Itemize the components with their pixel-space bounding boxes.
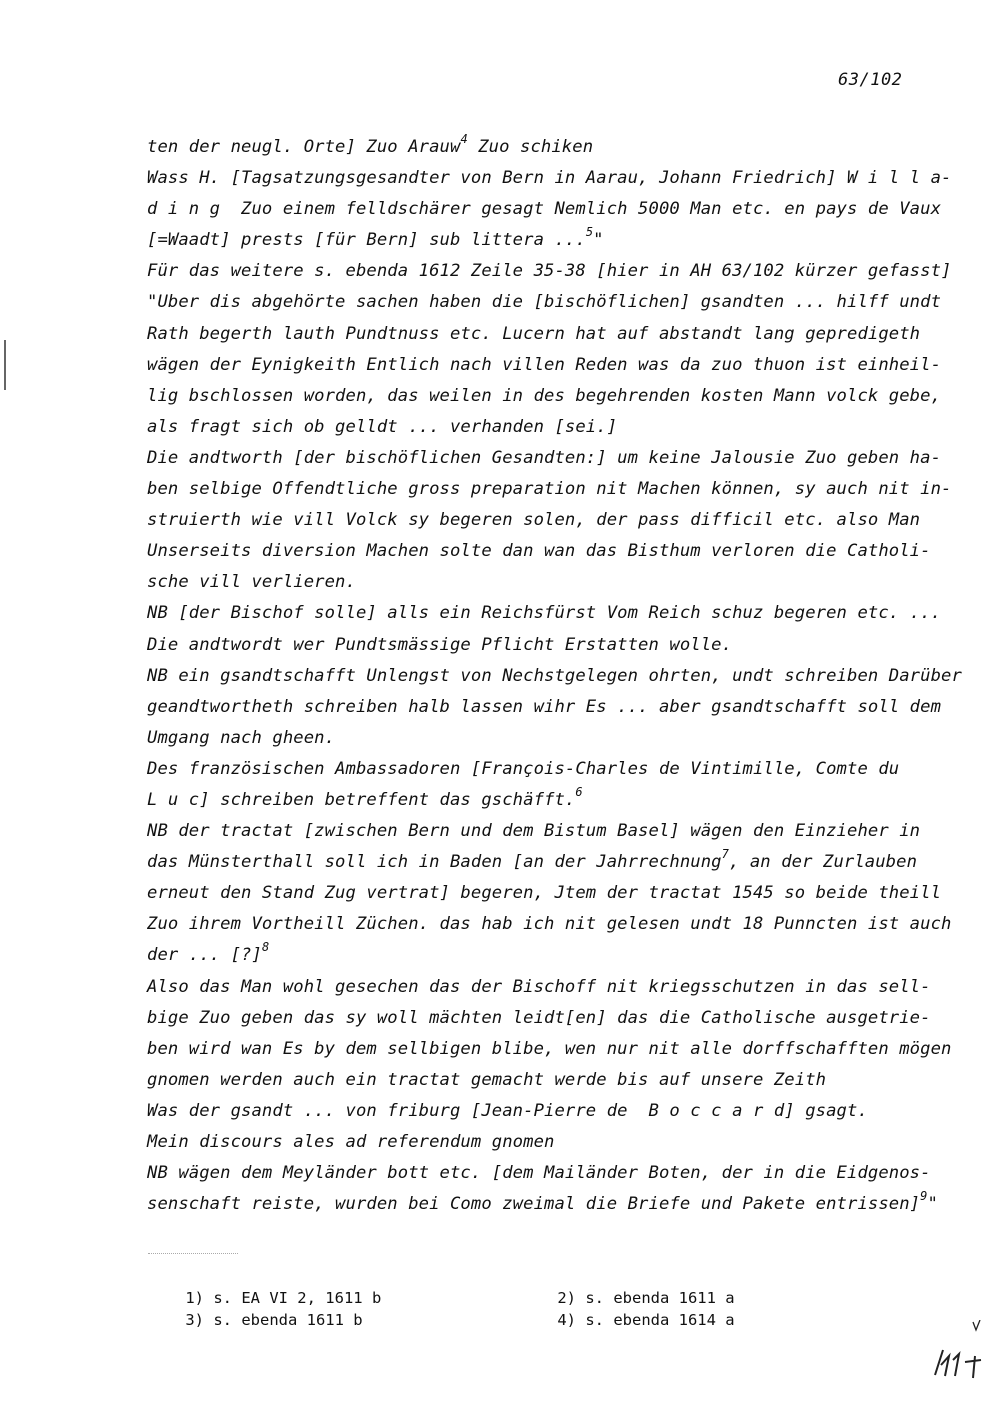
line-text: Unserseits diversion Machen solte dan wan das Bisthum verloren die Catholi- bbox=[147, 541, 931, 562]
text-line bbox=[147, 754, 937, 785]
text-line bbox=[147, 630, 937, 661]
line-text: Die andtwordt wer Pundtsmässige Pflicht Erstatten wolle. bbox=[147, 634, 733, 655]
line-text: Mein discours ales ad referendum gnomen bbox=[147, 1132, 555, 1152]
line-text: gnomen werden auch ein tractat gemacht werde bis auf unsere Zeith bbox=[147, 1069, 827, 1090]
footnote-marker: 8 bbox=[261, 940, 270, 955]
footnote-marker: 7 bbox=[721, 847, 729, 862]
line-text: ten der neugl. Orte] Zuo Arauw bbox=[147, 137, 461, 157]
line-text: NB der tractat [zwischen Bern und dem Bistum Basel] wägen den Einzieher in bbox=[147, 821, 921, 842]
line-text: Also das Man wohl gesechen das der Bischoff nit kriegsschutzen in das sell- bbox=[147, 976, 931, 997]
line-text: ben wird wan Es by dem sellbigen blibe, wen nur nit alle dorffschafften mögen bbox=[147, 1038, 952, 1059]
line-text: [=Waadt] prests [für Bern] sub littera ... bbox=[147, 230, 586, 251]
footnotes bbox=[148, 1265, 788, 1329]
text-line bbox=[147, 1034, 952, 1065]
text-line bbox=[147, 1158, 937, 1189]
text-line bbox=[147, 443, 942, 474]
line-text: " bbox=[927, 1194, 938, 1215]
text-line bbox=[147, 785, 937, 816]
text-line bbox=[147, 598, 942, 629]
line-text: Rath begerth lauth Pundtnuss etc. Lucern hat auf abstandt lang gepredigeth bbox=[147, 323, 921, 344]
margin-mark bbox=[2, 340, 7, 390]
handwritten-mark bbox=[925, 1320, 985, 1380]
footnote-4: 4) s. ebenda 1614 a bbox=[557, 1311, 735, 1329]
footnote-marker: 5 bbox=[585, 225, 594, 240]
line-text: der ... [?] bbox=[147, 945, 262, 966]
line-text: senschaft reiste, wurden bei Como zweimal die Briefe und Pakete entrissen] bbox=[147, 1194, 921, 1215]
page-number: 63/102 bbox=[838, 70, 903, 90]
line-text: als fragt sich ob gelldt ... verhanden [sei.] bbox=[147, 416, 618, 437]
text-line bbox=[147, 1065, 937, 1096]
line-text: lig bschlossen worden, das weilen in des begehrenden kosten Mann volck gebe, bbox=[147, 385, 942, 406]
line-text: ben selbige Offendtliche gross preparation nit Machen können, sy auch nit in- bbox=[147, 479, 952, 500]
text-line bbox=[147, 319, 937, 350]
line-text: geandtwortheth schreiben halb lassen wihr Es ... aber gsandtschafft soll dem bbox=[147, 696, 942, 717]
text-line bbox=[147, 692, 942, 723]
text-line bbox=[147, 412, 937, 443]
line-text: Für das weitere s. ebenda 1612 Zeile 35-38 [hier in AH 63/102 kürzer gefasst] bbox=[147, 261, 952, 282]
text-line bbox=[147, 163, 952, 194]
text-line bbox=[147, 505, 937, 536]
text-line bbox=[147, 132, 937, 163]
line-text: "Uber dis abgehörte sachen haben die [bischöflichen] gsandten ... hilff undt bbox=[147, 292, 942, 313]
line-text: Die andtworth [der bischöflichen Gesandten:] um keine Jalousie Zuo geben ha- bbox=[147, 447, 942, 468]
footnote-3: 3) s. ebenda 1611 b bbox=[185, 1311, 363, 1329]
line-text: NB wägen dem Meyländer bott etc. [dem Mailänder Boten, der in die Eidgenos- bbox=[147, 1163, 931, 1184]
text-line bbox=[147, 940, 937, 971]
document-body bbox=[147, 132, 962, 1220]
text-line bbox=[147, 567, 937, 598]
footnote-1: 1) s. EA VI 2, 1611 b bbox=[185, 1289, 382, 1307]
line-text: Wass H. [Tagsatzungsgesandter von Bern in Aarau, Johann Friedrich] W i l l a- bbox=[147, 168, 952, 189]
text-line bbox=[147, 816, 937, 847]
line-text: d i n g Zuo einem felldschärer gesagt Nemlich 5000 Man etc. en pays de Vaux bbox=[147, 199, 942, 220]
line-text: bige Zuo geben das sy woll mächten leidt[en] das die Catholische ausgetrie- bbox=[147, 1007, 931, 1028]
line-text: erneut den Stand Zug vertrat] begeren, Jtem der tractat 1545 so beide theill bbox=[147, 883, 942, 904]
footnote-row bbox=[148, 1265, 788, 1307]
line-text: NB [der Bischof solle] alls ein Reichsfürst Vom Reich schuz begeren etc. ... bbox=[147, 603, 942, 624]
text-line bbox=[147, 878, 942, 909]
line-text: Des französischen Ambassadoren [François-Charles de Vintimille, Comte du bbox=[147, 758, 900, 779]
text-line bbox=[147, 723, 937, 754]
line-text: , an der Zurlauben bbox=[728, 852, 918, 873]
line-text: Zuo ihrem Vortheill Züchen. das hab ich nit gelesen undt 18 Punncten ist auch bbox=[147, 914, 952, 935]
text-line bbox=[147, 350, 942, 381]
text-line bbox=[147, 1189, 937, 1220]
text-line bbox=[147, 661, 962, 692]
footnote-marker: 6 bbox=[575, 784, 583, 799]
text-line bbox=[147, 536, 937, 567]
line-text: wägen der Eynigkeith Entlich nach villen Reden was da zuo thuon ist einheil- bbox=[147, 354, 942, 375]
footnote-marker: 9 bbox=[920, 1189, 928, 1204]
footnote-marker: 4 bbox=[460, 132, 468, 146]
text-line bbox=[147, 474, 952, 505]
line-text: struierth wie vill Volck sy begeren solen, der pass difficil etc. also Man bbox=[147, 510, 921, 531]
line-text: das Münsterthall soll ich in Baden [an der Jahrrechnung bbox=[147, 852, 722, 873]
line-text: Umgang nach gheen. bbox=[147, 727, 336, 748]
line-text: " bbox=[593, 230, 604, 251]
text-line bbox=[147, 194, 942, 225]
text-line bbox=[147, 972, 937, 1003]
text-line bbox=[147, 381, 942, 412]
text-line bbox=[147, 256, 952, 287]
text-line bbox=[147, 1096, 937, 1127]
text-line bbox=[147, 1003, 937, 1034]
text-line bbox=[147, 847, 937, 878]
line-text: NB ein gsandtschafft Unlengst von Nechstgelegen ohrten, undt schreiben Darüber bbox=[147, 665, 962, 686]
line-text: L u c] schreiben betreffent das gschäfft. bbox=[147, 789, 576, 810]
text-line bbox=[147, 287, 942, 318]
line-text: Was der gsandt ... von friburg [Jean-Pierre de B o c c a r d] gsagt. bbox=[147, 1100, 868, 1121]
footnote-2: 2) s. ebenda 1611 a bbox=[557, 1289, 735, 1307]
line-text: Zuo schiken bbox=[467, 137, 594, 157]
footnote-rule bbox=[148, 1253, 238, 1254]
text-line bbox=[147, 1127, 937, 1158]
text-line bbox=[147, 909, 952, 940]
text-line bbox=[147, 225, 937, 256]
line-text: sche vill verlieren. bbox=[147, 572, 356, 593]
